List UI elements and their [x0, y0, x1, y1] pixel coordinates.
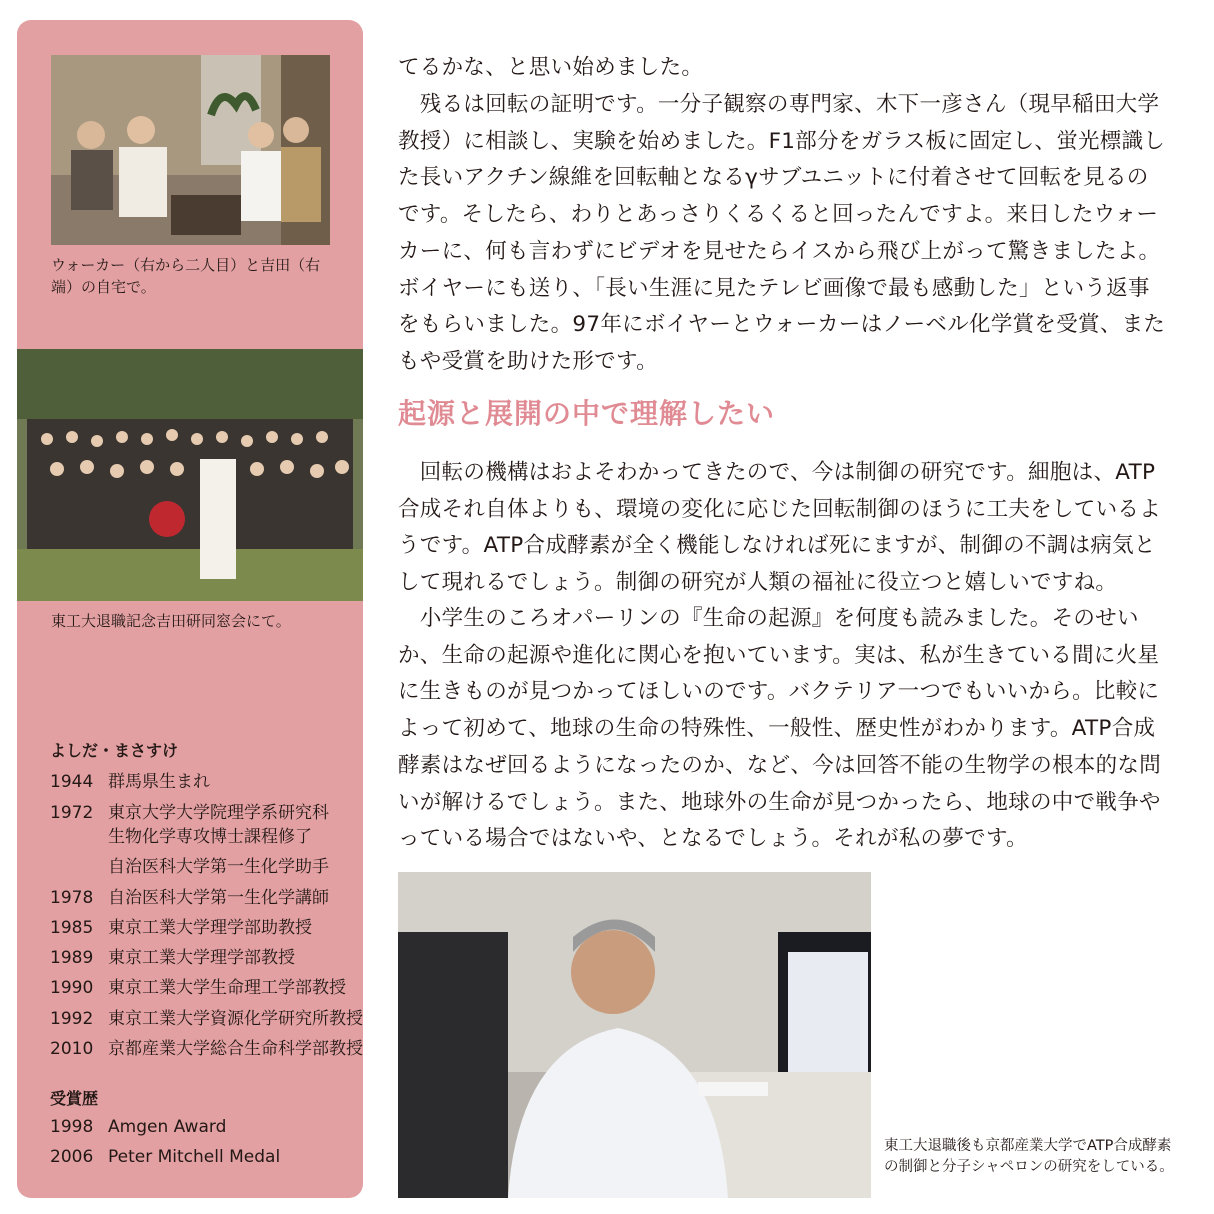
paragraph: 回転の機構はおよそわかってきたので、今は制御の研究です。細胞は、ATP合成それ自体よりも、環境の変化に応じた回転制御のほうに工夫をしているようです。ATP合成酵素が全く機能しなければ死にますが、制御の不調は病気として現れるでしょう。制御の研究が人類の福祉に役立つと嬉しいですね。: [398, 460, 1162, 596]
bio-row: 1972 東京大学大学院理学系研究科 生物化学専攻博士課程修了: [50, 803, 329, 847]
bio-row: 自治医科大学第一生化学助手: [108, 857, 329, 877]
home-photo-caption: ウォーカー（右から二人目）と吉田（右端）の自宅で。: [51, 256, 321, 296]
bio-row: 1985 東京工業大学理学部助教授: [50, 918, 312, 938]
office-photo: [398, 872, 871, 1198]
awards-title: 受賞歴: [50, 1089, 99, 1108]
home-photo: [51, 55, 330, 245]
paragraph: 小学生のころオパーリンの『生命の起源』を何度も読みました。そのせいか、生命の起源や進化に関心を抱いています。実は、私が生きている間に火星に生きものが見つかってほしいのです。バクテリア一つでもいいから。比較によって初めて、地球の生命の特殊性、一般性、歴史性がわかります。ATP合成酵素はなぜ回るようになったのか、など、今は回答不能の生物学の根本的な問いが解けるでしょう。また、地球外の生命が見つかったら、地球の中で戦争やっている場合ではないや、となるでしょう。それが私の夢です。: [398, 606, 1162, 852]
bio-row: 1989 東京工業大学理学部教授: [50, 948, 295, 968]
award-row: 1998 Amgen Award: [50, 1117, 227, 1137]
bio-row: 2010 京都産業大学総合生命科学部教授: [50, 1039, 363, 1059]
office-photo-caption: 東工大退職後も京都産業大学でATP合成酵素の制御と分子シャペロンの研究をしている。: [884, 1138, 1174, 1175]
bio-row: 1978 自治医科大学第一生化学講師: [50, 888, 329, 908]
group-photo-caption: 東工大退職記念吉田研同窓会にて。: [51, 612, 291, 630]
bio-name: よしだ・まさすけ: [50, 741, 179, 760]
section-heading: 起源と展開の中で理解したい: [398, 397, 776, 430]
paragraph: てるかな、と思い始めました。: [398, 55, 704, 80]
bio-row: 1992 東京工業大学資源化学研究所教授: [50, 1009, 363, 1029]
paragraph: 残るは回転の証明です。一分子観察の専門家、木下一彦さん（現早稲田大学教授）に相談し、実験を始めました。F1部分をガラス板に固定し、蛍光標識した長いアクチン線維を回転軸となるγサブユニットに付着させて回転を見るのです。そしたら、わりとあっさりくるくると回ったんですよ。来日したウォーカーに、何も言わずにビデオを見せたらイスから飛び上がって驚きましたよ。ボイヤーにも送り、「長い生涯に見たテレビ画像で最も感動した」という返事をもらいました。97年にボイヤーとウォーカーはノーベル化学賞を受賞、またもや受賞を助けた形です。: [398, 92, 1166, 374]
bio-row: 1944 群馬県生まれ: [50, 772, 210, 792]
group-photo: [17, 349, 363, 601]
award-row: 2006 Peter Mitchell Medal: [50, 1147, 281, 1167]
bio-row: 1990 東京工業大学生命理工学部教授: [50, 978, 346, 998]
